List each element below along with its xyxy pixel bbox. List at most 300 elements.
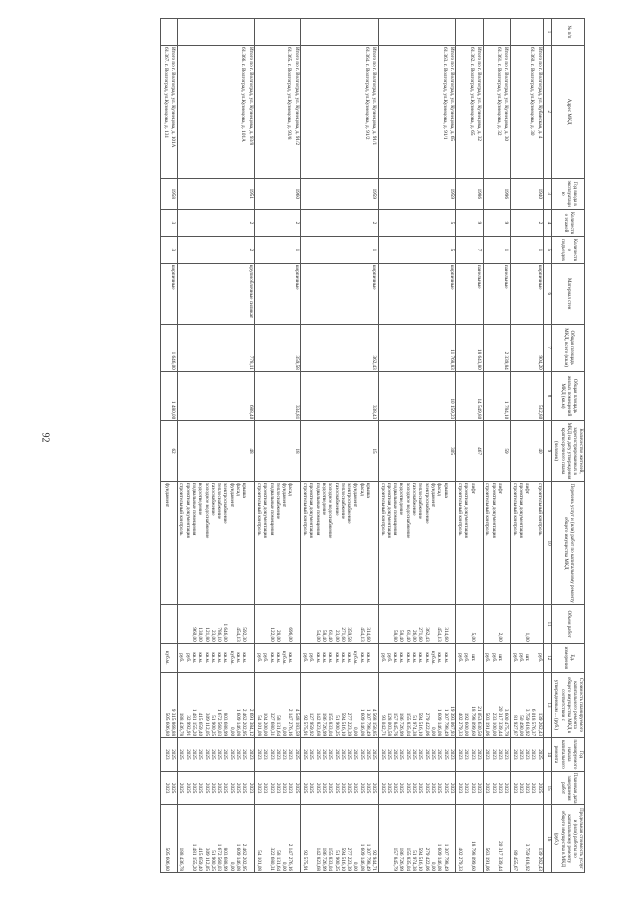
unit-cell-line: кв.м. [190,652,197,664]
volume-cell [378,605,456,643]
end-year-cell-line: 2023 [457,782,464,794]
start-year-cell-line: 2025 [404,749,411,760]
works-cell-line: фундамент [163,482,170,508]
limit-cost-cell-line: 1 307 798,49 [442,843,449,871]
year-cell: 1959 [301,178,379,209]
column-header: Ед. измерения [551,643,584,672]
cost-cell-line: 0,00 [228,726,235,737]
limit-cost-cell-line: 402 279,33 [457,847,464,871]
total-area-cell: 11 768,83 [378,324,456,371]
volume-cell-line: 2,00 [496,632,503,642]
cost-cell-line: 415 659,40 [197,712,204,737]
limit-cost-cell-line: 415 659,40 [197,847,204,871]
entrances-cell: 1 [483,236,510,263]
row-number [483,19,510,46]
works-cell-line: газоснабжение [411,482,418,516]
end-year-cell-line: 2025 [436,782,443,794]
end-year-cell-line: 2025 [536,782,543,794]
end-year-cell-line: 2023 [262,782,269,794]
cost-cell-line: 93 042,71 [379,715,386,737]
limit-cost-cell-line: 0,00 [228,861,235,871]
end-year-cell [378,771,456,805]
volume-cell-line: 58,80 [392,630,399,642]
page-number: 92 [39,432,51,443]
unit-cell-line: руб. [484,653,491,663]
cost-cell-line: 50 490,00 [517,715,524,737]
end-year-cell-line: 2025 [404,782,411,794]
end-year-cell-line: 2025 [308,782,315,794]
row-number [301,19,379,46]
start-year-cell [510,738,543,772]
volume-cell-line: 121,80 [203,627,210,642]
limit-cost-cell-line: 594 516,10 [339,847,346,871]
works-cell-line: подвальные помещения [314,482,321,536]
volume-cell-line: 454,13 [436,627,443,642]
unit-cell [301,643,379,672]
unit-cell-line: кв.м. [365,652,371,664]
volume-cell-line: 1 646,00 [222,623,229,642]
works-cell-line: проектная документация [262,482,269,538]
limit-cost-cell-line: 155 833,04 [327,847,334,871]
residents-cell: 62 [161,421,178,482]
volume-cell [161,605,178,643]
volume-cell-line [536,606,542,641]
address-cell-line: 61.367. г. Волгоград, ул.Кузнецова, д. 131 [162,46,169,139]
volume-cell-line: 5,00 [469,632,476,642]
start-year-cell-line: 2025 [371,749,378,760]
start-year-cell-line: 2025 [203,749,210,760]
limit-cost-cell-line: 1 609 146,08 [436,843,443,871]
start-year-cell-line: 2025 [216,749,223,760]
end-year-cell [510,771,543,805]
start-year-cell-line: 2025 [365,749,371,760]
table-row [456,19,483,873]
end-year-cell-line: 2025 [346,782,353,794]
limit-cost-cell [483,805,510,873]
end-year-cell-line: 2023 [476,782,483,794]
column-number: 1 [544,19,551,46]
cost-cell-line: 21 053 630,50 [476,706,483,737]
unit-cell [378,643,456,672]
cost-cell-line: 155 835,04 [404,712,411,737]
unit-cell-line: кв.м. [436,652,443,664]
unit-cell-line: руб. [262,653,269,663]
start-year-cell-line: 2025 [222,749,229,760]
cost-cell-line: 19 393 067,93 [448,706,455,737]
cost-cell-line: 188 436,78 [178,712,185,737]
wall-material-cell: кирпичные [510,263,543,324]
works-cell-line [170,483,176,604]
table-row [255,19,301,873]
limit-cost-cell-line: 157 845,79 [392,847,399,871]
end-year-cell-line: 2025 [314,782,321,794]
row-number [378,19,456,46]
limit-cost-cell-line: 279 422,06 [423,847,430,871]
works-cell-line: строительный контроль [379,482,386,536]
start-year-cell-line: 2023 [247,749,254,760]
start-year-cell-line: 2023 [530,749,537,760]
volume-cell-line: 58,40 [320,630,327,642]
works-cell [301,481,379,605]
works-cell-line: подвальные помещения [190,482,197,536]
cost-cell-line: 2 691 384,12 [247,708,254,737]
unit-cell-line: руб. [308,653,315,663]
end-year-cell-line: 2025 [241,782,248,794]
unit-cell-line: кв.м. [423,652,430,664]
works-cell-line: водоотведение [197,482,204,516]
year-cell: 1986 [456,178,483,209]
cost-cell-line: 51 900,25 [209,715,216,737]
address-cell [456,45,483,178]
unit-cell-line [503,645,509,671]
start-year-cell-line: 2023 [287,749,294,760]
limit-cost-cell-line [518,806,524,871]
floors-cell: 2 [255,210,301,237]
volume-cell-line: 23,00 [209,630,216,642]
volume-cell-line: 362,43 [423,627,430,642]
start-year-cell-line: 2023 [463,749,470,760]
address-cell-line: 61.364. г. Волгоград, ул.Кузнецова, д. 91/2 [364,46,370,140]
volume-cell-line: 960,00 [190,627,197,642]
works-cell-line: строительный контроль [457,482,464,536]
end-year-cell-line: 2025 [190,782,197,794]
unit-cell-line [476,645,482,671]
floors-cell: 2 [177,210,255,237]
works-cell-line: теплоснабжение [339,482,346,520]
cost-cell-line: 18 798 099,60 [469,706,476,737]
end-year-cell-line: 2023 [274,782,281,794]
column-header: Адрес МКД [551,45,584,178]
cost-cell-line: 54 101,08 [255,715,262,737]
limit-cost-cell-line [293,806,299,871]
column-header: Количество подъездов [551,236,584,263]
unit-cell-line: кв.м. [320,652,327,664]
start-year-cell-line: 2025 [423,749,430,760]
cost-cell [255,672,301,737]
end-year-cell [456,771,483,805]
column-number: 9 [544,421,551,482]
living-area-cell: 338,43 [301,371,379,420]
volume-cell-line: 58,40 [398,630,405,642]
end-year-cell-line: 2023 [517,782,524,794]
unit-cell-line: кв.м. [417,652,424,664]
entrances-cell: 2 [177,236,255,263]
unit-cell-line: кв.м. [287,652,294,664]
unit-cell-line: кв.м. [404,652,411,664]
cost-cell-line: 1 672 560,03 [216,708,223,737]
start-year-cell-line: 2025 [358,749,365,760]
start-year-cell-line: 2025 [346,749,353,760]
volume-cell-line: 454,13 [235,627,242,642]
address-cell-line: 61.361. г. Волгоград, ул.Кузнецова, д. 32 [495,46,502,136]
address-cell-line: Итого по г. Волгоград, ул. Кузнецова, д. 65 [448,46,455,142]
start-year-cell-line: 2025 [411,749,418,760]
limit-cost-cell-line [476,806,482,871]
works-cell-line: проектная документация [463,482,470,538]
end-year-cell-line: 2025 [398,782,405,794]
volume-cell-line [170,606,176,641]
volume-cell-line [293,606,299,641]
limit-cost-cell-line: 0,00 [429,861,436,871]
works-cell-line: фасад [235,482,242,496]
unit-cell [483,643,510,672]
volume-cell-line [371,606,377,641]
end-year-cell [255,771,301,805]
volume-cell-line [490,606,496,641]
start-year-cell-line: 2023 [476,749,483,760]
start-year-cell [161,738,178,772]
unit-cell-line: кв.м. [235,652,242,664]
end-year-cell-line: 2023 [469,782,476,794]
column-header: Объем работ [551,605,584,643]
limit-cost-cell-line: 3 759 618,92 [524,843,531,871]
living-area-cell: 14 549,80 [456,371,483,420]
column-header: Количество этажей [551,210,584,237]
unit-cell-line [247,645,253,671]
end-year-cell-line: 2025 [385,782,392,794]
cost-cell-line: 2 462 202,95 [241,708,248,737]
cost-cell-line: 0,00 [281,726,288,737]
cost-cell-line: 2 147 276,16 [287,708,294,737]
cost-cell-line: 128 003,58 [385,712,392,737]
cost-cell-line: 127 959,92 [308,712,315,737]
year-cell: 1960 [255,178,301,209]
volume-cell-line: 1,00 [524,632,531,642]
volume-cell-line: 23,00 [333,630,340,642]
start-year-cell-line: 2025 [197,749,204,760]
works-cell-line: строительный контроль [536,482,543,536]
end-year-cell-line: 2025 [320,782,327,794]
end-year-cell-line: 2023 [163,782,170,794]
unit-cell-line: кв.м. [216,652,223,664]
column-header: Общая площадь жилых помещений МКД (кв.м) [551,371,584,420]
start-year-cell-line: 2025 [417,749,424,760]
entrances-cell: 3 [161,236,178,263]
cost-cell-line: 402 279,33 [457,712,464,737]
unit-cell-line: куб.м. [281,651,288,665]
works-cell-line: строительный контроль [484,482,491,536]
cost-cell-line: 155 833,04 [327,712,334,737]
cost-cell [177,672,255,737]
cost-cell [378,672,456,737]
volume-cell [177,605,255,643]
end-year-cell-line: 2025 [392,782,399,794]
works-cell-line: фасад [436,482,443,496]
start-year-cell-line: 2025 [241,749,248,760]
volume-cell-line [228,606,234,641]
start-year-cell-line: 2025 [314,749,321,760]
works-cell-line: фасад [358,482,365,496]
start-year-cell-line: 2023 [484,749,491,760]
start-year-cell-line: 2023 [281,749,288,760]
limit-cost-cell [255,805,301,873]
limit-cost-cell-line: 563 191,06 [484,847,491,871]
limit-cost-cell-line: 54 101,08 [255,850,262,871]
start-year-cell-line: 2025 [302,749,309,760]
end-year-cell-line: 2025 [184,782,191,794]
cost-cell-line: 594 516,10 [417,712,424,737]
start-year-cell-line: 2025 [333,749,340,760]
start-year-cell-line: 2023 [496,749,503,760]
year-cell: 1959 [378,178,456,209]
limit-cost-cell-line: 1 672 560,03 [216,843,223,871]
start-year-cell-line: 2023 [448,749,455,760]
start-year-cell-line: 2025 [327,749,334,760]
cost-cell-line: 6 018 576,37 [530,708,537,737]
column-header: Плановая дата завершения работ [551,771,584,805]
start-year-cell-line: 2025 [379,749,386,760]
unit-cell-line: куб.м. [163,651,170,665]
limit-cost-cell-line: 1 307 798,49 [365,843,371,871]
works-cell-line: строительный контроль [302,482,309,536]
works-cell-line: фундамент [228,482,235,508]
works-cell-line: электроснабжение [423,482,430,524]
volume-cell-line [164,606,170,641]
cost-cell-line: 0,00 [352,726,359,737]
volume-cell-line: 454,13 [358,627,365,642]
column-number: 12 [544,643,551,672]
volume-cell-line: 592,30 [241,627,248,642]
address-cell-line: Итого по г. Волгоград, ул. Кузнецова, д. 101А [170,46,177,148]
works-cell-line: электроснабжение [346,482,353,524]
works-cell-line [503,483,509,604]
floors-cell: 9 [456,210,483,237]
volume-cell-line [484,606,490,641]
column-number: 14 [544,738,551,772]
wall-material-cell: кирпичные [378,263,456,324]
cost-cell [301,672,379,737]
cost-cell [161,672,178,737]
end-year-cell-line: 2025 [417,782,424,794]
start-year-cell-line: 2025 [293,749,300,760]
total-area-cell: 904,20 [510,324,543,371]
floors-cell: 5 [378,210,456,237]
cost-cell-line: 9 315 868,88 [170,708,177,737]
end-year-cell-line: 2025 [371,782,378,794]
cost-cell-line: 1 307 798,49 [442,708,449,737]
cost-cell-line: 0,00 [429,726,436,737]
start-year-cell-line: 2025 [385,749,392,760]
column-number-row [544,19,551,873]
cost-cell-line: 309 112,05 [203,712,210,737]
end-year-cell-line: 2025 [302,782,309,794]
address-cell [483,45,510,178]
cost-cell-line: 1 307 798,49 [365,708,371,737]
column-number: 2 [544,45,551,178]
volume-cell-line: 122,00 [268,627,275,642]
end-year-cell-line: 2025 [170,782,177,794]
living-area-cell: 334,81 [255,371,301,420]
works-cell-line: лифт [496,482,503,494]
works-cell-line: строительный контроль [178,482,185,536]
start-year-cell-line: 2025 [308,749,315,760]
address-cell-line: 61.363. г. Волгоград, ул.Кузнецова, д. 91/1 [441,46,448,140]
works-cell [510,481,543,605]
start-year-cell [255,738,301,772]
start-year-cell-line: 2023 [262,749,269,760]
works-cell [177,481,255,605]
address-cell-line: 61.362. г. Волгоград, ул.Кузнецова, д. 65 [468,46,475,136]
volume-cell-line: 130,00 [197,627,204,642]
works-cell-line: фасад [287,482,294,496]
end-year-cell-line: 2023 [503,782,510,794]
works-cell-line: крыша [241,482,248,498]
unit-cell-line [371,645,377,671]
cost-cell-line: 1 481 155,20 [190,708,197,737]
column-number: 5 [544,236,551,263]
start-year-cell-line: 2025 [398,749,405,760]
unit-cell-line: кв.м. [392,652,399,664]
wall-material-cell: панельные [456,263,483,324]
works-cell [255,481,301,605]
column-header: Предельная стоимость услуг и (или) работы по капитальному ремонту общего имущества в МКД (руб.) [551,805,584,873]
cost-cell-line: 32 992,91 [184,715,191,737]
wall-material-cell: крупноблочные силикат [177,263,255,324]
wall-material-cell: кирпичные [161,263,178,324]
unit-cell-line: руб. [255,653,262,663]
column-number: 4 [544,210,551,237]
end-year-cell-line: 2023 [255,782,262,794]
volume-cell-line: 786,10 [216,627,223,642]
residents-cell: 40 [510,421,543,482]
unit-cell-line: куб.м. [429,651,436,665]
start-year-cell-line: 2025 [352,749,359,760]
limit-cost-cell-line: 188 436,78 [178,847,185,871]
unit-cell-line: кв.м. [203,652,210,664]
end-year-cell-line: 2025 [209,782,216,794]
start-year-cell-line: 2023 [274,749,281,760]
address-cell [255,45,301,178]
end-year-cell-line: 2025 [339,782,346,794]
limit-cost-cell [456,805,483,873]
volume-cell-line: 271,60 [417,627,424,642]
unit-cell [456,643,483,672]
end-year-cell-line: 2025 [358,782,365,794]
unit-cell [177,643,255,672]
end-year-cell-line: 2025 [222,782,229,794]
works-cell-line: фундамент [352,482,359,508]
volume-cell-line [476,606,482,641]
end-year-cell-line: 2025 [442,782,449,794]
start-year-cell-line: 2025 [228,749,235,760]
volume-cell-line: 271,60 [339,627,346,642]
works-cell-line: холодное водоснабжение [203,482,210,539]
address-cell [378,45,456,178]
column-header: Количество жителей, зарегистрированных в МКД на дату утверждения краткосрочного плана (человек) [551,421,584,482]
start-year-cell [301,738,379,772]
limit-cost-cell-line: 594 516,10 [417,847,424,871]
floors-cell: 2 [301,210,379,237]
volume-cell-line: 61,40 [404,630,411,642]
start-year-cell-line: 2023 [524,749,531,760]
row-number [177,19,255,46]
end-year-cell-line: 2025 [203,782,210,794]
works-cell-line: холодное водоснабжение [327,482,334,539]
limit-cost-cell-line: 92 575,91 [302,850,309,871]
unit-cell-line: кв.м. [314,652,321,664]
unit-cell-line: кв.м. [241,652,248,664]
unit-cell-line: кв.м. [398,652,405,664]
entrances-cell: 1 [255,236,301,263]
start-year-cell-line: 2025 [178,749,185,760]
volume-cell-line: 26,00 [411,630,418,642]
living-area-cell: 1 784,10 [483,371,510,420]
end-year-cell-line: 2025 [178,782,185,794]
works-cell-line: строительный контроль [511,482,518,536]
header-row [551,19,584,873]
unit-cell-line: шт. [496,654,503,662]
unit-cell [255,643,301,672]
